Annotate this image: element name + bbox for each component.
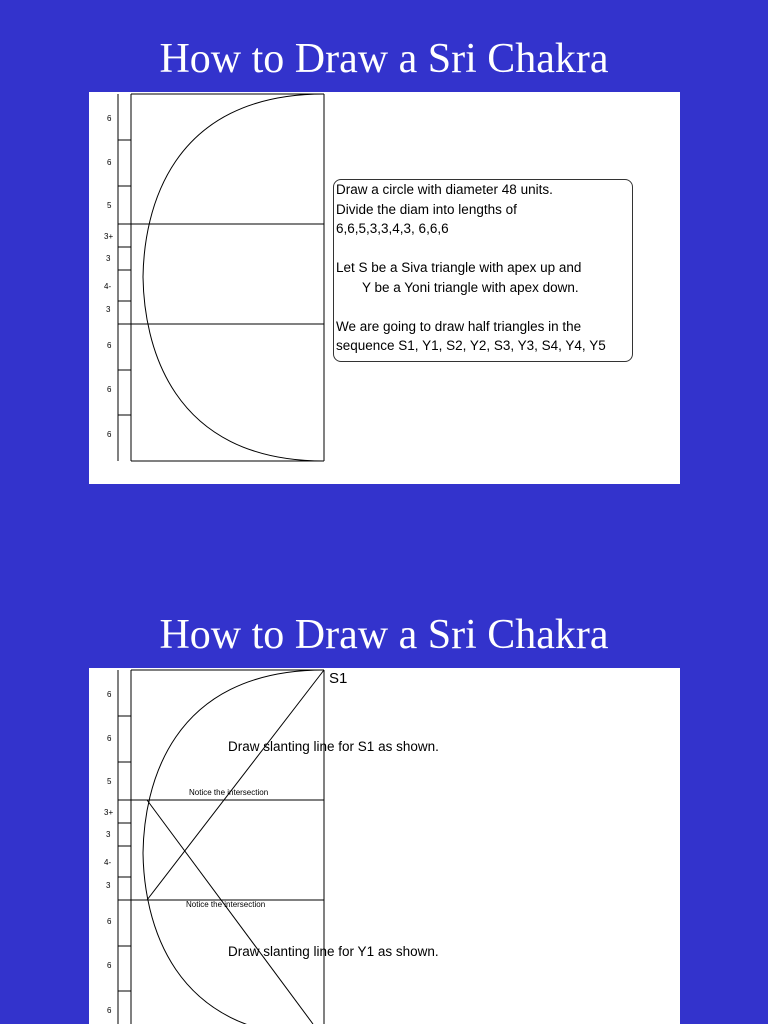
- info-line: We are going to draw half triangles in the: [336, 318, 582, 334]
- info-line: sequence S1, Y1, S2, Y2, S3, Y3, S4, Y4, Y5: [336, 338, 606, 353]
- segment-label: 6: [107, 385, 112, 394]
- info-line: Y be a Yoni triangle with apex down.: [362, 279, 579, 295]
- spacer: [336, 297, 632, 317]
- segment-label: 6: [107, 734, 112, 743]
- segment-label: 3+: [104, 808, 114, 817]
- diagram-panel: [89, 668, 680, 1024]
- segment-label: 6: [107, 114, 112, 123]
- info-line: Divide the diam into lengths of: [336, 201, 517, 217]
- segment-label: 6: [107, 690, 112, 699]
- segment-label: 3: [106, 254, 111, 263]
- circle-diagram: [89, 668, 680, 1024]
- segment-label: 3: [106, 881, 111, 890]
- y1-instruction: Draw slanting line for Y1 as shown.: [228, 944, 439, 959]
- segment-label: 6: [107, 430, 112, 439]
- semicircle-arc: [143, 94, 324, 461]
- diagram-panel: [89, 92, 680, 484]
- segment-label: 6: [107, 1006, 112, 1015]
- spacer: [336, 239, 632, 259]
- segment-label: 3: [106, 305, 111, 314]
- segment-label: 4-: [104, 858, 112, 867]
- s1-label: S1: [329, 670, 348, 687]
- segment-label: 6: [107, 158, 112, 167]
- segment-label: 5: [107, 201, 112, 210]
- info-line: Draw a circle with diameter 48 units.: [336, 182, 553, 197]
- segment-labels: [104, 690, 113, 1015]
- intersection-note-upper: Notice the intersection: [189, 788, 269, 797]
- info-line: Let S be a Siva triangle with apex up and: [336, 260, 582, 275]
- segment-label: 3: [106, 830, 111, 839]
- s1-instruction: Draw slanting line for S1 as shown.: [228, 739, 439, 754]
- segment-label: 6: [107, 961, 112, 970]
- slide-title: How to Draw a Sri Chakra: [159, 612, 609, 658]
- segment-label: 4-: [104, 282, 112, 291]
- segment-labels: [104, 114, 113, 439]
- info-line: 6,6,5,3,3,4,3, 6,6,6: [336, 221, 449, 236]
- segment-label: 6: [107, 341, 112, 350]
- segment-label: 3+: [104, 232, 114, 241]
- intersection-note-lower: Notice the intersection: [186, 900, 266, 909]
- instructions-box: [333, 179, 633, 362]
- segment-label: 5: [107, 777, 112, 786]
- slide-title: How to Draw a Sri Chakra: [159, 36, 609, 82]
- ruler-ticks: [118, 716, 131, 991]
- semicircle-arc: [143, 670, 324, 1024]
- s1-slanting-line: [147, 670, 324, 900]
- y1-slanting-line: [147, 800, 313, 1024]
- segment-label: 6: [107, 917, 112, 926]
- ruler-ticks: [118, 140, 131, 415]
